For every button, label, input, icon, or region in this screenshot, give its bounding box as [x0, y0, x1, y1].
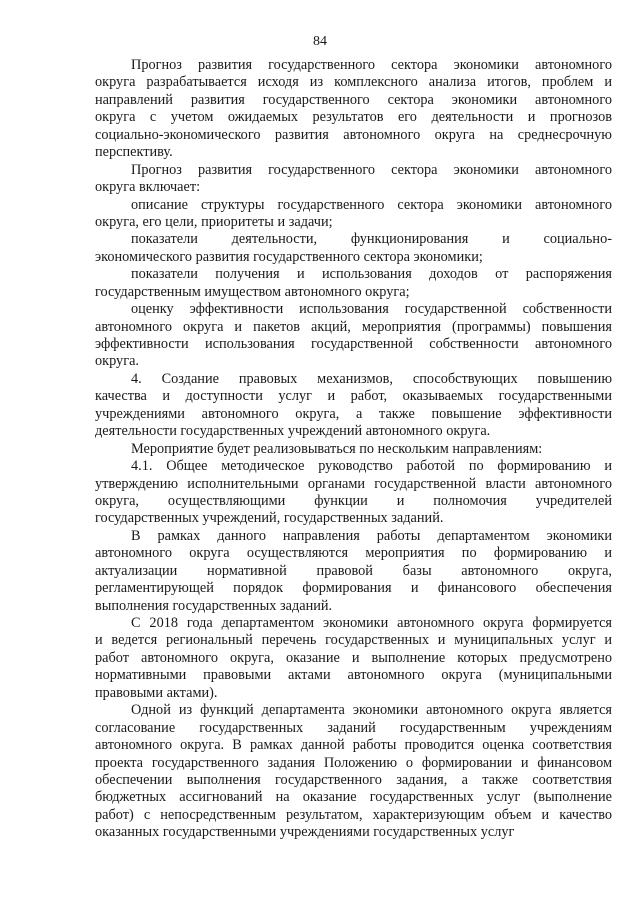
paragraph — [95, 371, 612, 441]
text-line: эффективности использования государственной собственности автономного — [95, 336, 612, 352]
text-line: экономического развития государственного сектора экономики; — [95, 248, 483, 265]
text-line: оценку эффективности использования государственной собственности — [131, 301, 612, 318]
text-line: показатели получения и использования доходов от распоряжения — [131, 266, 612, 283]
text-line: округа с учетом ожидаемых результатов его деятельности и прогнозов — [95, 109, 612, 126]
page-number: 84 — [313, 34, 327, 49]
text-line: описание структуры государственного сектора экономики автономного — [131, 196, 612, 213]
text-line: проекта государственного задания Положению о формировании и финансовом — [95, 754, 612, 771]
text-line: учреждениями автономного округа, а также повышение эффективности — [95, 405, 612, 422]
text-line: согласование государственных заданий государственным учреждениям — [95, 719, 612, 736]
text-line: направлений развития государственного сектора экономики автономного — [95, 91, 612, 108]
text-line: Мероприятие будет реализовываться по нескольким направлениям: — [131, 440, 543, 457]
text-line: С 2018 года департаментом экономики автономного округа формируется — [131, 615, 612, 631]
text-line: Прогноз развития государственного сектора экономики автономного — [131, 161, 612, 178]
text-line: деятельности государственных учреждений автономного округа. — [95, 423, 491, 440]
text-line: правовыми актами). — [95, 684, 218, 701]
paragraph — [95, 57, 612, 162]
text-line: качества и доступности услуг и работ, оказываемых государственными — [95, 388, 612, 405]
text-line: округа, его цели, приоритеты и задачи; — [95, 213, 333, 230]
text-line: округа разрабатывается исходя из комплексного анализа итогов, проблем и — [95, 74, 612, 91]
text-line: актуализации нормативной правовой базы автономного округа, — [95, 562, 612, 579]
text-line: Прогноз развития государственного сектора экономики автономного — [131, 57, 612, 73]
text-line: В рамках данного направления работы департаментом экономики — [131, 527, 612, 544]
text-line: государственных учреждений, государственных заданий. — [95, 510, 444, 527]
text-line: работ) с непосредственным результатом, характеризующим объем и качество — [95, 806, 612, 823]
text-line: перспективу. — [95, 144, 173, 161]
text-line: автономного округа и пакетов акций, мероприятия (программы) повышения — [95, 318, 612, 335]
paragraph — [95, 197, 612, 232]
paragraph — [95, 162, 612, 197]
text-line: выполнения государственных заданий. — [95, 597, 333, 614]
text-line: работ автономного округа, оказание и выполнение которых предусмотрено — [95, 649, 612, 666]
paragraph — [95, 231, 612, 266]
text-line: государственным имуществом автономного округа; — [95, 283, 410, 300]
text-line: обеспечении выполнения государственного задания, а также соответствия — [95, 771, 612, 788]
paragraph — [95, 441, 612, 458]
text-line: социально-экономического развития автономного округа на среднесрочную — [95, 126, 612, 143]
paragraph — [95, 528, 612, 615]
text-line: округа, осуществляющими функции и полномочия учредителей — [95, 492, 612, 509]
text-line: 4.1. Общее методическое руководство работой по формированию и — [131, 458, 612, 475]
text-line: Одной из функций департамента экономики автономного округа является — [131, 702, 612, 719]
text-line: округа включает: — [95, 179, 201, 196]
text-line: утверждению исполнительными органами государственной власти автономного — [95, 475, 612, 492]
paragraph — [95, 301, 612, 371]
document-body — [95, 57, 612, 842]
paragraph — [95, 615, 612, 702]
text-line: и ведется региональный перечень государственных и муниципальных услуг и — [95, 632, 612, 649]
paragraph — [95, 702, 612, 842]
text-line: оказанных государственными учреждениями государственных услуг — [95, 824, 515, 841]
text-line: регламентирующей порядок формирования и финансового обеспечения — [95, 580, 612, 597]
paragraph — [95, 266, 612, 301]
text-line: автономного округа осуществляются мероприятия по формированию и — [95, 545, 612, 562]
paragraph — [95, 458, 612, 528]
text-line: 4. Создание правовых механизмов, способствующих повышению — [131, 370, 612, 387]
text-line: округа. — [95, 353, 139, 370]
text-line: нормативными правовыми актами автономного округа (муниципальными — [95, 667, 612, 684]
text-line: бюджетных ассигнований на оказание государственных услуг (выполнение — [95, 789, 612, 806]
text-line: показатели деятельности, функционирования и социально- — [131, 231, 612, 248]
text-line: автономного округа. В рамках данной работы проводится оценка соответствия — [95, 737, 612, 754]
